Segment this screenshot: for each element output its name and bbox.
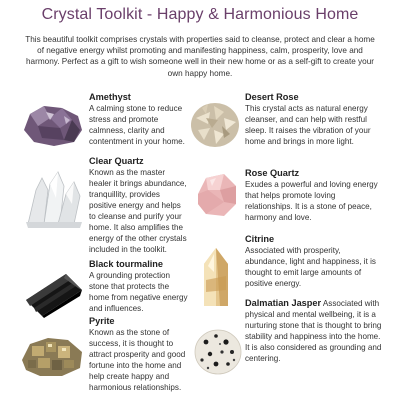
crystal-name: Amethyst <box>89 92 131 102</box>
crystal-entry-pyrite <box>89 316 189 393</box>
crystal-description: A grounding protection stone that protects the home from negative energy and influences. <box>89 271 188 313</box>
page-title: Crystal Toolkit - Happy & Harmonious Home <box>41 6 359 23</box>
amethyst-image <box>20 100 86 148</box>
crystal-name: Pyrite <box>89 316 115 326</box>
crystal-name: Dalmatian Jasper <box>245 298 322 308</box>
crystal-entry-dalmatian-jasper <box>245 298 385 364</box>
pyrite-image <box>18 330 88 380</box>
crystal-description: Known as the master healer it brings abundance, tranquillity, provides positive energy and helps to cleanse and purify your home. It also amplifies the energy of the other crystals included in the toolkit. <box>89 168 187 254</box>
crystal-description: Exudes a powerful and loving energy that helps promote loving relationships. It is a stone of peace, harmony and love. <box>245 180 378 222</box>
crystal-entry-citrine <box>245 234 380 289</box>
intro-text: This beautiful toolkit comprises crystals with properties said to cleanse, protect and clear a home of negative energy whilst promoting and manifesting happiness, calm, prosperity, love and harmony. Perfect as a gift to wish someone well in their new home or as a self-gift to create your own happy home. <box>25 35 375 78</box>
crystal-description: This crystal acts as natural energy cleanser, and can help with restful sleep. It raises the vibration of your home and brings in more light. <box>245 104 371 146</box>
citrine-image <box>196 246 236 308</box>
crystal-name: Clear Quartz <box>89 156 144 166</box>
crystal-name: Citrine <box>245 234 275 244</box>
crystal-name: Desert Rose <box>245 92 299 102</box>
crystal-entry-black-tourmaline <box>89 259 189 314</box>
crystal-name: Rose Quartz <box>245 168 300 178</box>
crystal-description: Known as the stone of success, it is thought to attract prosperity and good fortune into the home and help create happy and harmonious relationships. <box>89 328 186 392</box>
crystal-description: Associated with physical and mental wellbeing, it is a nurturing stone that is thought to bring stability and happiness into the home. It is also considered as grounding and centering. <box>245 299 382 363</box>
rose-quartz-image <box>194 172 240 218</box>
crystal-description: Associated with prosperity, abundance, light and happiness, it is thought to emit large amounts of positive energy. <box>245 246 376 288</box>
crystal-entry-desert-rose <box>245 92 380 147</box>
clear-quartz-image <box>22 168 86 228</box>
crystal-description-block <box>245 298 385 364</box>
crystal-description: A calming stone to reduce stress and promote calmness, clarity and contentment in your home. <box>89 104 185 146</box>
crystal-entry-amethyst <box>89 92 189 147</box>
dalmatian-jasper-image <box>192 326 244 378</box>
crystal-name: Black tourmaline <box>89 259 164 269</box>
black-tourmaline-image <box>20 270 86 320</box>
desert-rose-image <box>188 98 242 150</box>
crystal-entry-rose-quartz <box>245 168 380 223</box>
crystal-entry-clear-quartz <box>89 156 189 255</box>
